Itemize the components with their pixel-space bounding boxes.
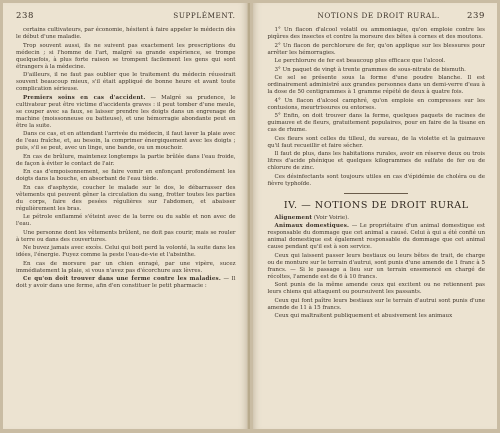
paragraph-heading: Animaux domestiques. bbox=[274, 223, 350, 229]
paragraph-text: En cas de brûlure, maintenez longtemps la partie brûlée dans l'eau froide, de façon à éviter le contact de l'air. bbox=[16, 153, 236, 167]
right-running-head: NOTIONS DE DROIT RURAL. bbox=[317, 11, 440, 20]
paragraph bbox=[16, 276, 236, 290]
paragraph bbox=[267, 282, 485, 296]
paragraph-text: Il faut de plus, dans les habitations rurales, avoir en réserve deux ou trois litres d'acide phénique et quelques kilogrammes de sulfate de fer ou de chlorure de zinc. bbox=[267, 151, 485, 171]
paragraph bbox=[267, 215, 485, 222]
left-page-body bbox=[16, 27, 236, 290]
paragraph-text: 3° Un paquet de vingt à trente grammes de sous-nitrate de bismuth. bbox=[274, 66, 466, 73]
right-page bbox=[253, 3, 497, 429]
paragraph-text: Le pétrole enflammé s'éteint avec de la terre ou du sable et non avec de l'eau. bbox=[16, 214, 236, 227]
paragraph bbox=[267, 174, 485, 188]
paragraph-text: 1° Un flacon d'alcool volatil ou ammoniaque, qu'on emploie contre les piqûres des insectes et contre la morsure des bêtes à cornes et des moutons. bbox=[267, 27, 485, 40]
paragraph-text: Ces désinfectants sont toujours utiles en cas d'épidémie de choléra ou de fièvre typhoïde. bbox=[267, 173, 485, 187]
paragraph bbox=[267, 75, 485, 96]
paragraph-heading: Ce qu'on doit trouver dans une ferme contre les maladies. bbox=[23, 276, 221, 282]
paragraph-text: Ceux qui laissent passer leurs bestiaux ou leurs bêtes de trait, de charge ou de monture sur le terrain d'autrui, sont punis d'une amende de 1 franc à 5 francs. — Si le passage a lieu sur un terrain ensemencé en chargé de récoltes, l'amende est de 6 à 10 francs. bbox=[267, 252, 485, 280]
paragraph bbox=[267, 298, 485, 312]
paragraph bbox=[267, 223, 485, 251]
paragraph-text: — Le propriétaire d'un animal domestique est responsable du dommage que cet animal a causé. Celui à qui a été confié un animal domestique est également responsable du dommage que cet animal cause pendant qu'il est à son service. bbox=[267, 223, 485, 250]
paragraph bbox=[267, 113, 485, 134]
paragraph bbox=[16, 214, 236, 228]
paragraph-text: 5° Enfin, on doit trouver dans la ferme, quelques paquets de racines de guimauve et de fleurs, gratuitement populaires, pour en faire de la tisane en cas de rhume. bbox=[267, 113, 485, 133]
right-page-body-bottom bbox=[267, 215, 485, 321]
paragraph bbox=[267, 151, 485, 172]
paragraph bbox=[267, 67, 485, 74]
paragraph-text: — Il doit y avoir dans une ferme, afin d'en constituer le petit pharmacie : bbox=[16, 276, 236, 289]
paragraph bbox=[16, 131, 236, 152]
paragraph bbox=[267, 98, 485, 112]
paragraph bbox=[16, 72, 236, 93]
book-gutter bbox=[248, 3, 251, 429]
paragraph-text: — Malgré sa prudence, le cultivateur peut être victime d'accidents graves : il peut tomber d'une meule, se couper avec sa faux, se laisser prendre les doigts dans un engrenage de machine (moissonneuse ou batteuse), et une hémorragie abondante peut en être la suite. bbox=[16, 94, 236, 129]
paragraph-text: Ce sel se présente sous la forme d'une poudre blanche. Il est ordinairement administré aux grandes personnes dans un demi-verre d'eau à la dose de 50 centigrammes à 1 gramme répété de deux à quatre fois. bbox=[267, 75, 485, 95]
paragraph-text: En cas de morsure par un chien enragé, par une vipère, sucez immédiatement la plaie, si vous n'avez pas d'écorchure aux lèvres. bbox=[16, 260, 236, 274]
paragraph bbox=[16, 27, 236, 41]
section-title: IV. — NOTIONS DE DROIT RURAL bbox=[283, 199, 469, 211]
paragraph bbox=[16, 261, 236, 275]
paragraph bbox=[16, 185, 236, 213]
paragraph-text: Le perchlorure de fer est beaucoup plus efficace que l'alcool. bbox=[274, 58, 446, 64]
paragraph bbox=[16, 245, 236, 259]
paragraph-text: (Voir Voirie). bbox=[312, 214, 350, 221]
paragraph-text: En cas d'empoisonnement, se faire vomir en enfonçant profondément les doigts dans la bouche, en absorbant de l'eau tiède. bbox=[16, 169, 236, 182]
paragraph-text: En cas d'asphyxie, coucher le malade sur le dos, le débarrasser des vêtements qui peuvent gêner la circulation du sang, frotter toutes les parties du corps, faire des pesées régulières sur l'abdomen, et abaisser régulièrement les bras. bbox=[16, 184, 236, 212]
section-divider bbox=[344, 193, 408, 194]
paragraph-text: Ne buvez jamais avec excès. Celui qui boit perd la volonté, la suite dans les idées, l'énergie. Fuyez comme la peste l'eau-de-vie et l'absinthe. bbox=[16, 245, 236, 258]
paragraph-text: Ceux qui maltraitent publiquement et abusivement les animaux bbox=[274, 313, 453, 319]
paragraph-heading: Alignement bbox=[274, 214, 313, 221]
right-page-number: 239 bbox=[466, 11, 485, 21]
paragraph-text: Une personne dont les vêtements brûlent, ne doit pas courir, mais se rouler à terre ou dans des couvertures. bbox=[16, 229, 236, 243]
left-page bbox=[3, 3, 247, 429]
right-page-header bbox=[267, 11, 485, 21]
paragraph bbox=[16, 169, 236, 183]
paragraph bbox=[267, 58, 485, 65]
paragraph bbox=[267, 43, 485, 57]
paragraph bbox=[16, 154, 236, 168]
paragraph bbox=[16, 230, 236, 244]
paragraph-heading: Premiers soins en cas d'accident. bbox=[23, 94, 146, 101]
paragraph bbox=[267, 313, 485, 320]
paragraph-text: Ceux qui font paître leurs bestiaux sur le terrain d'autrui sont punis d'une amende de 11 à 15 francs. bbox=[267, 297, 485, 311]
paragraph bbox=[267, 27, 485, 41]
paragraph-text: D'ailleurs, il ne faut pas oublier que le traitement du médecin réussirait souvent beaucoup mieux, s'il était appliqué de bonne heure et avant toute complication sérieuse. bbox=[16, 72, 236, 92]
paragraph bbox=[16, 95, 236, 130]
paragraph bbox=[267, 253, 485, 281]
paragraph-text: Ces fleurs sont celles du tilleul, du sureau, de la violette et la guimauve qu'il faut recueillir et faire sécher. bbox=[267, 135, 485, 149]
paragraph-text: Trop souvent aussi, ils ne suivent pas exactement les prescriptions du médecin ; si l'homme de l'art, malgré sa grande expérience, se trompe quelquefois, à plus forte raison se trompent facilement les gens qui sont étrangers à la médecine. bbox=[16, 42, 236, 70]
paragraph-text: certains cultivateurs, par économie, hésitent à faire appeler le médecin dès le début d'une maladie. bbox=[16, 27, 236, 40]
paragraph-text: 4° Un flacon d'alcool camphré, qu'on emploie en compresses sur les contusions, meurtrissures ou entorses. bbox=[267, 97, 485, 111]
left-running-head: SUPPLÉMENT. bbox=[173, 11, 236, 20]
paragraph bbox=[16, 43, 236, 71]
right-page-body-top bbox=[267, 27, 485, 188]
paragraph bbox=[267, 136, 485, 150]
paragraph-text: Sont punis de la même amende ceux qui excitent ou ne retiennent pas leurs chiens qui attaquent ou poursuivent les passants. bbox=[267, 282, 485, 295]
paragraph-text: 2° Un flacon de perchlorure de fer, qu'on applique sur les blessures pour arrêter les hémorragies. bbox=[267, 42, 485, 56]
paragraph-text: Dans ce cas, et en attendant l'arrivée du médecin, il faut laver la plaie avec de l'eau fraîche, et, au besoin, la comprimer énergiquement avec les doigts ; puis, s'il se peut, avec un linge, une bande, ou un mouchoir. bbox=[16, 131, 236, 151]
left-page-number: 238 bbox=[16, 11, 35, 21]
left-page-header bbox=[16, 11, 236, 21]
